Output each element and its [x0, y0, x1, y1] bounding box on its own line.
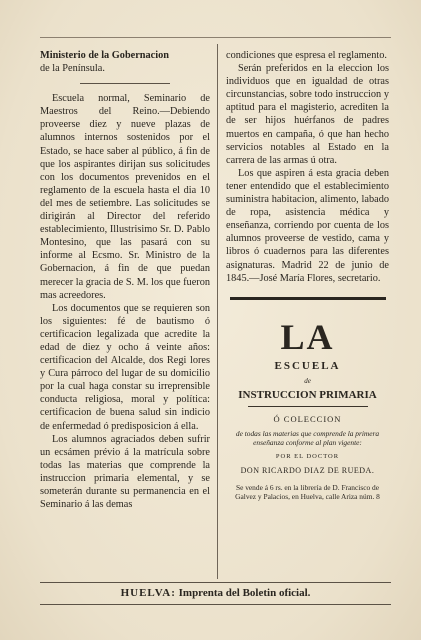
- notice-paragraph-3: Los alumnos agraciados deben sufrir un ecsámen prévio á la matrícula sobre todas las materias que comprende la instruccion primaria elemental, y se someterán durante su permanencia en el Seminario á las demas: [40, 433, 210, 511]
- book-advertisement: [226, 318, 389, 502]
- column-divider: [217, 44, 218, 579]
- notice-paragraph-4: condiciones que espresa el reglamento.: [226, 50, 387, 61]
- imprint-footer: [40, 585, 391, 601]
- imprint-city: HUELVA:: [120, 587, 176, 599]
- ad-por-el-doctor: POR EL DOCTOR: [275, 452, 340, 460]
- footer-bottom-rule: [40, 604, 391, 605]
- ad-rule: [248, 406, 368, 407]
- ad-title-escuela: ESCUELA: [274, 359, 341, 372]
- ad-author: DON RICARDO DIAZ DE RUEDA.: [240, 465, 375, 475]
- footer-top-rule: [40, 582, 391, 583]
- ad-description: de todas las materias que comprende la primera enseñanza conforme al plan vigente:: [235, 428, 380, 448]
- right-column: [226, 49, 389, 502]
- notice-paragraph-6: Los que aspiren á esta gracia deben tener entendido que el establecimiento suministra habitacion, alimento, labado de ropa, asistencia médica y enseñanza, corriendo por cuenta de los alumnos proveerse de vestido, cama y libros ó cuadernos para las diferentes asignaturas. Madrid 22 de junio de 1845.—José María Flores, secretario.: [226, 167, 389, 284]
- imprint-press: Imprenta del Boletin oficial.: [178, 587, 311, 599]
- ad-price-note: Se vende á 6 rs. en la librería de D. Francisco de Galvez y Palacios, en Huelva, calle Ariza núm. 8: [235, 482, 380, 502]
- notice-paragraph-5: Serán preferidos en la eleccion los individuos que en igualdad de otras circunstancias, sobre todo instruccion y aptitud para el magisterio, acrediten la de ser hijos huérfanos de padres muertos en campaña, ó que han hecho servicios notables al Estado en la carrera de las armas ú otra.: [226, 63, 389, 166]
- ad-title-la: LA: [280, 316, 335, 357]
- top-rule: [40, 37, 391, 38]
- peninsula-subheading: de la Península.: [40, 63, 105, 75]
- notice-paragraph-2: Los documentos que se requieren son los siguientes: fé de bautismo ó certificacion legalizada que acredite la edad de diez y ocho á veinte años: certificacion del Alcalde, dos Regi lores y Cura párroco del lugar de su domicilio por la cual haga constar su irreprensible conducta religiosa, moral y política: certificacion de buena salud sin indicio de enfermedad ó predisposicion á ella.: [40, 302, 210, 432]
- left-column: [40, 49, 210, 511]
- notice-paragraph-1: Escuela normal, Seminario de Maestros del Reino.—Debiendo proveerse diez y nueve plazas de alumnos internos sostenidos por el Estado, se hace saber al público, á fin de que los aspirantes dirijan sus solicitudes con los documentos prevenidos en el reglamento de la escuela hasta el dia 10 del mes de setiembre. Las solicitudes se dirigirán al Director del referido establecimiento, Illustrisimo Sr. D. Pablo Montesino, que las pasará con su informe al Ecsmo. Sr. Ministro de la Gobernacion, á fin de que puedan merecer la gracia de S. M. los que fueron mas acreedores.: [40, 93, 210, 301]
- ad-title-de: de: [304, 376, 311, 385]
- ad-coleccion: Ó COLECCION: [273, 413, 342, 424]
- ministry-heading: Ministerio de la Gobernacion: [40, 50, 169, 61]
- heading-separator: [80, 83, 170, 84]
- ad-title-instruccion: INSTRUCCION PRIMARIA: [238, 388, 377, 401]
- advertisement-rule: [230, 297, 386, 300]
